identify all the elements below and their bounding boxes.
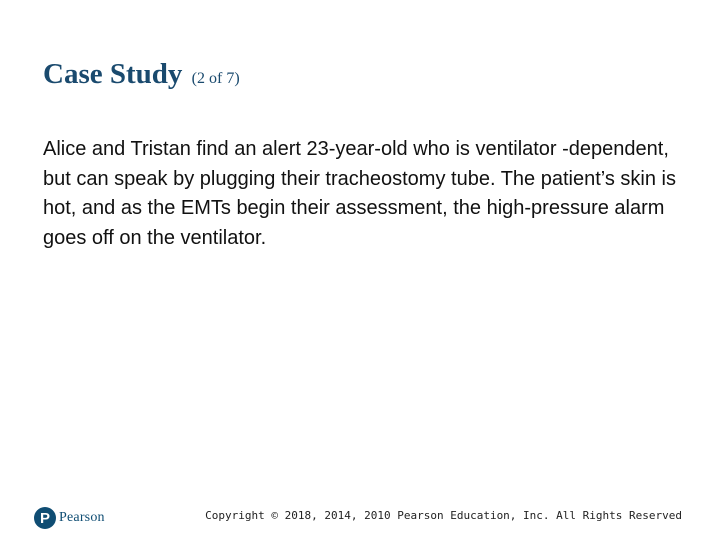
pearson-logo-text: Pearson (59, 510, 105, 525)
slide-title (43, 58, 240, 91)
pearson-logo (34, 505, 105, 531)
slide-body-text: Alice and Tristan find an alert 23-year-old who is ventilator -dependent, but can speak by plugging their tracheostomy tube. The patient’s skin is hot, and as the EMTs begin their assessment, the high-pressure alarm goes off on the ventilator. (43, 138, 676, 249)
slide-counter: (2 of 7) (191, 70, 240, 87)
pearson-logo-icon: P (34, 507, 56, 529)
slide-title-text: Case Study (43, 58, 183, 90)
copyright-notice: Copyright © 2018, 2014, 2010 Pearson Education, Inc. All Rights Reserved (205, 509, 682, 522)
